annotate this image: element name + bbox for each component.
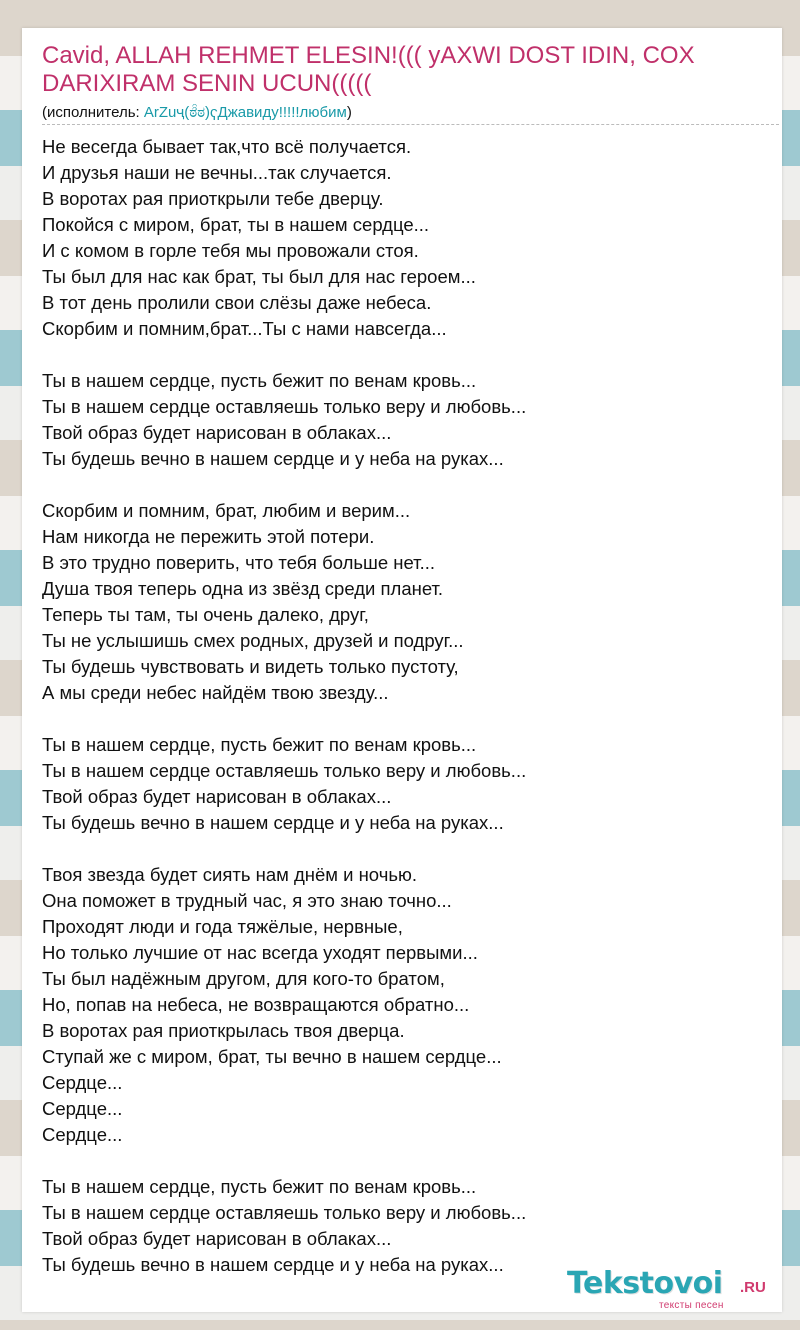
logo-name: Tekstovoi: [567, 1266, 723, 1301]
lyric-line: Но только лучшие от нас всегда уходят первыми...: [42, 942, 478, 963]
lyric-line: Сердце...: [42, 1124, 123, 1145]
lyric-line: Ты будешь вечно в нашем сердце и у неба на руках...: [42, 448, 504, 469]
lyric-line: И друзья наши не вечны...так случается.: [42, 162, 392, 183]
title-divider: [42, 124, 779, 125]
artist-prefix: (исполнитель:: [42, 104, 144, 121]
stanza-gap: [42, 1148, 772, 1174]
lyric-line: Но, попав на небеса, не возвращаются обратно...: [42, 994, 470, 1015]
lyric-line: Проходят люди и года тяжёлые, нервные,: [42, 916, 403, 937]
lyric-line: Ты в нашем сердце оставляешь только веру и любовь...: [42, 1202, 527, 1223]
lyric-line: Ты не услышишь смех родных, друзей и подруг...: [42, 630, 464, 651]
lyric-line: Ты в нашем сердце, пусть бежит по венам кровь...: [42, 370, 477, 391]
song-title: Cavid, ALLAH REHMET ELESIN!((( yAXWI DOST IDIN, COX DARIXIRAM SENIN UCUN(((((: [42, 42, 695, 97]
lyric-line: Ты в нашем сердце, пусть бежит по венам кровь...: [42, 1176, 477, 1197]
lyric-line: Ты в нашем сердце, пусть бежит по венам кровь...: [42, 734, 477, 755]
lyric-line: В воротах рая приоткрыли тебе дверцу.: [42, 188, 384, 209]
lyric-line: Скорбим и помним, брат, любим и верим...: [42, 500, 411, 521]
lyric-line: Ты будешь вечно в нашем сердце и у неба на руках...: [42, 812, 504, 833]
lyric-line: В это трудно поверить, что тебя больше нет...: [42, 552, 436, 573]
lyric-line: Сердце...: [42, 1098, 123, 1119]
lyric-line: Ты был надёжным другом, для кого-то братом,: [42, 968, 445, 989]
site-logo[interactable]: [567, 1266, 777, 1310]
artist-line: [42, 104, 352, 121]
lyric-line: А мы среди небес найдём твою звезду...: [42, 682, 389, 703]
lyrics-card: [22, 28, 782, 1312]
lyric-line: В воротах рая приоткрылась твоя дверца.: [42, 1020, 405, 1041]
lyric-line: И с комом в горле тебя мы провожали стоя.: [42, 240, 419, 261]
logo-tagline: тексты песен: [659, 1300, 724, 1311]
lyric-line: Душа твоя теперь одна из звёзд среди планет.: [42, 578, 444, 599]
lyric-line: Твой образ будет нарисован в облаках...: [42, 786, 392, 807]
stanza-gap: [42, 836, 772, 862]
lyric-line: Ты будешь вечно в нашем сердце и у неба на руках...: [42, 1254, 504, 1275]
lyric-line: Твой образ будет нарисован в облаках...: [42, 1228, 392, 1249]
artist-suffix: ): [346, 104, 352, 121]
lyric-line: Покойся с миром, брат, ты в нашем сердце...: [42, 214, 430, 235]
lyric-line: Скорбим и помним,брат...Ты с нами навсегда...: [42, 318, 447, 339]
lyric-line: Нам никогда не пережить этой потери.: [42, 526, 375, 547]
lyric-line: Твоя звезда будет сиять нам днём и ночью.: [42, 864, 417, 885]
lyric-line: Твой образ будет нарисован в облаках...: [42, 422, 392, 443]
lyric-line: Ступай же с миром, брат, ты вечно в нашем сердце...: [42, 1046, 502, 1067]
lyric-line: Теперь ты там, ты очень далеко, друг,: [42, 604, 369, 625]
logo-tld: .RU: [740, 1279, 766, 1296]
lyric-line: Сердце...: [42, 1072, 123, 1093]
stanza-gap: [42, 472, 772, 498]
lyric-line: В тот день пролили свои слёзы даже небеса.: [42, 292, 432, 313]
lyric-line: Ты в нашем сердце оставляешь только веру и любовь...: [42, 760, 527, 781]
lyric-line: Она поможет в трудный час, я это знаю точно...: [42, 890, 452, 911]
lyric-line: Ты в нашем сердце оставляешь только веру и любовь...: [42, 396, 527, 417]
stanza-gap: [42, 342, 772, 368]
artist-link[interactable]: ArZuҷ(ಠ̑̑ಠ)ҁДжавиду!!!!!любим: [143, 104, 347, 121]
lyric-line: Ты был для нас как брат, ты был для нас героем...: [42, 266, 476, 287]
lyric-line: Ты будешь чувствовать и видеть только пустоту,: [42, 656, 459, 677]
lyric-line: Не весегда бывает так,что всё получается.: [42, 136, 412, 157]
stanza-gap: [42, 706, 772, 732]
lyrics-text: [42, 134, 772, 1278]
